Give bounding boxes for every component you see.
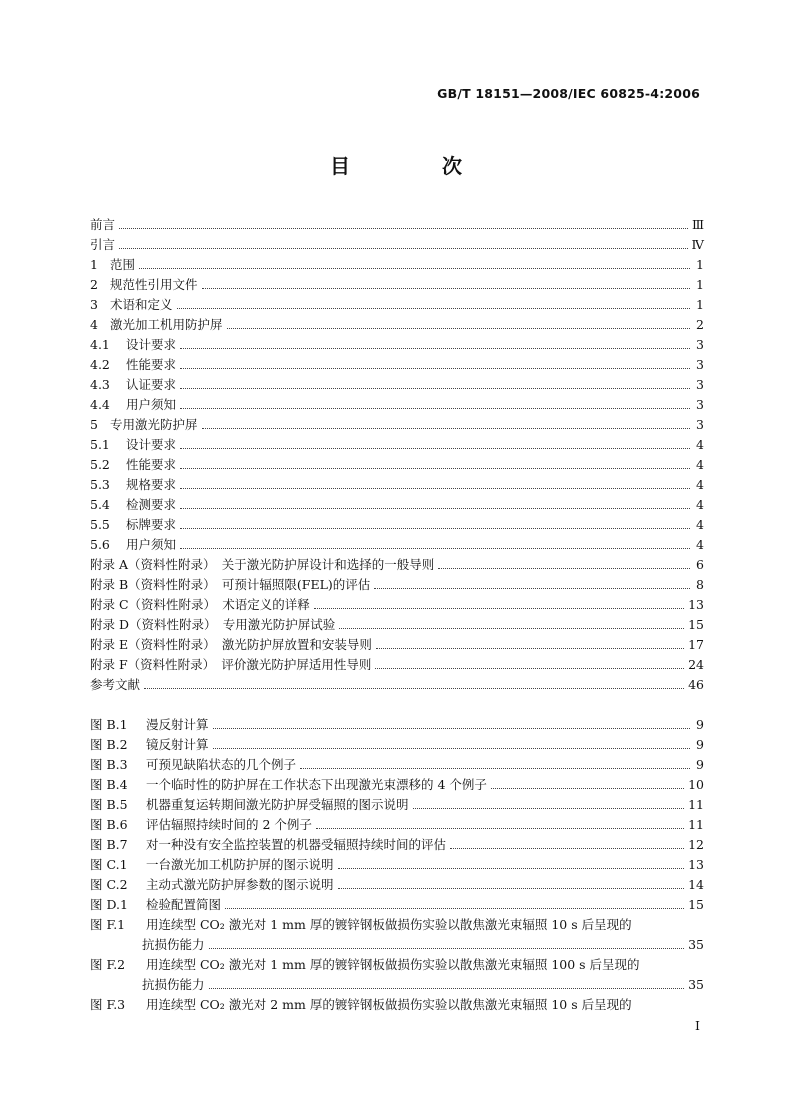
figure-entry [90,935,704,955]
entry-title: 对一种没有安全监控装置的机器受辐照持续时间的评估 [146,837,447,852]
entry-title: 附录 B（资料性附录） 可预计辐照限(FEL)的评估 [90,577,371,592]
entry-title: 范围 [110,257,136,272]
entry-page: 35 [688,977,704,992]
toc-entry [90,675,704,695]
entry-page: 4 [696,537,704,552]
entry-number: 4.4 [90,397,110,412]
entry-page: 4 [696,497,704,512]
dot-leader [139,268,690,269]
dot-leader [413,808,685,809]
toc-entry [90,215,704,235]
toc-entry [90,555,704,575]
entry-title: 主动式激光防护屏参数的图示说明 [146,877,334,892]
entry-page: 2 [696,317,704,332]
toc-entry [90,535,704,555]
figure-entry [90,875,704,895]
toc-entry [90,255,704,275]
figure-entry [90,715,704,735]
figure-entry [90,915,704,935]
dot-leader [119,248,687,249]
entry-number: 5 [90,417,98,432]
dot-leader [180,348,690,349]
entry-number: 3 [90,297,98,312]
entry-title: 激光加工机用防护屏 [110,317,223,332]
entry-title: 检验配置简图 [146,897,222,912]
entry-number: 图 C.2 [90,877,128,892]
dot-leader [225,908,684,909]
entry-page: 4 [696,477,704,492]
entry-number: 图 B.1 [90,717,128,732]
entry-title: 一个临时性的防护屏在工作状态下出现激光束漂移的 4 个例子 [146,777,487,792]
dot-leader [209,988,685,989]
entry-title: 前言 [90,217,116,232]
dot-leader [316,828,684,829]
toc-entry [90,235,704,255]
entry-page: 11 [688,817,704,832]
entry-page: 1 [696,297,704,312]
entry-page: 4 [696,457,704,472]
entry-number: 5.1 [90,437,110,452]
entry-title: 一台激光加工机防护屏的图示说明 [146,857,334,872]
figure-entry [90,755,704,775]
entry-page: 14 [688,877,704,892]
standard-code: GB/T 18151—2008/IEC 60825-4:2006 [437,86,700,101]
entry-page: 13 [688,597,704,612]
entry-title: 术语和定义 [110,297,173,312]
entry-page: 35 [688,937,704,952]
dot-leader [180,528,690,529]
entry-number: 5.4 [90,497,110,512]
entry-page: 1 [696,277,704,292]
entry-title: 用户须知 [126,537,177,552]
dot-leader [202,288,690,289]
toc-entry [90,435,704,455]
dot-leader [338,868,685,869]
entry-page: 17 [688,637,704,652]
entry-title: 专用激光防护屏 [110,417,198,432]
entry-number: 5.3 [90,477,110,492]
entry-page: 3 [696,377,704,392]
dot-leader [339,628,684,629]
toc-entry [90,475,704,495]
toc-entry [90,575,704,595]
entry-title: 用户须知 [126,397,177,412]
toc-entry [90,635,704,655]
entry-number: 图 B.6 [90,817,128,832]
entry-number: 4.2 [90,357,110,372]
toc-entry [90,595,704,615]
figure-entry [90,995,704,1015]
entry-page: 9 [696,757,704,772]
entry-title: 设计要求 [126,337,177,352]
entry-title: 引言 [90,237,116,252]
entry-page: 15 [688,617,704,632]
entry-number: 图 B.3 [90,757,128,772]
entry-title: 用连续型 CO₂ 激光对 2 mm 厚的镀锌钢板做损伤实验以散焦激光束辐照 10 s 后呈现的 [146,997,632,1012]
entry-number: 图 B.7 [90,837,128,852]
entry-title: 可预见缺陷状态的几个例子 [146,757,297,772]
entry-title: 用连续型 CO₂ 激光对 1 mm 厚的镀锌钢板做损伤实验以散焦激光束辐照 100 s 后呈现的 [146,957,640,972]
entry-number: 5.5 [90,517,110,532]
entry-number: 图 C.1 [90,857,128,872]
toc-entry [90,335,704,355]
figure-entry [90,855,704,875]
entry-number: 4.3 [90,377,110,392]
entry-title: 镜反射计算 [146,737,209,752]
entry-page: Ⅲ [691,217,704,232]
entry-title: 标牌要求 [126,517,177,532]
entry-title: 附录 E（资料性附录） 激光防护屏放置和安装导则 [90,637,372,652]
dot-leader [180,468,690,469]
dot-leader [338,888,685,889]
dot-leader [209,948,685,949]
dot-leader [202,428,690,429]
entry-page: 3 [696,337,704,352]
entry-title: 设计要求 [126,437,177,452]
entry-title: 检测要求 [126,497,177,512]
entry-page: 13 [688,857,704,872]
entry-number: 图 B.2 [90,737,128,752]
figure-list [90,715,704,1015]
page-title: 目 次 [330,154,498,178]
entry-page: 10 [688,777,704,792]
page-number: I [695,1018,700,1033]
entry-number: 图 B.5 [90,797,128,812]
dot-leader [450,848,684,849]
entry-title: 抗损伤能力 [142,937,205,952]
entry-number: 图 B.4 [90,777,128,792]
toc-entry [90,315,704,335]
entry-title: 规范性引用文件 [110,277,198,292]
dot-leader [180,408,690,409]
figure-entry [90,895,704,915]
figure-entry [90,835,704,855]
table-of-contents [90,215,704,695]
dot-leader [180,388,690,389]
entry-number: 图 F.1 [90,917,126,932]
dot-leader [375,668,684,669]
figure-entry [90,955,704,975]
dot-leader [144,688,684,689]
entry-page: Ⅳ [691,237,704,252]
dot-leader [177,308,690,309]
entry-page: 8 [696,577,704,592]
figure-entry [90,795,704,815]
dot-leader [180,548,690,549]
toc-entry [90,355,704,375]
entry-page: 24 [688,657,704,672]
entry-title: 附录 F（资料性附录） 评价激光防护屏适用性导则 [90,657,372,672]
toc-entry [90,295,704,315]
dot-leader [314,608,684,609]
entry-title: 抗损伤能力 [142,977,205,992]
entry-number: 4 [90,317,98,332]
entry-page: 11 [688,797,704,812]
dot-leader [213,748,690,749]
toc-entry [90,655,704,675]
toc-entry [90,395,704,415]
entry-number: 4.1 [90,337,110,352]
entry-title: 评估辐照持续时间的 2 个例子 [146,817,312,832]
entry-title: 参考文献 [90,677,141,692]
entry-title: 性能要求 [126,357,177,372]
entry-title: 附录 D（资料性附录） 专用激光防护屏试验 [90,617,336,632]
entry-number: 5.2 [90,457,110,472]
entry-page: 4 [696,517,704,532]
entry-page: 1 [696,257,704,272]
figure-entry [90,815,704,835]
entry-title: 认证要求 [126,377,177,392]
dot-leader [180,508,690,509]
entry-title: 性能要求 [126,457,177,472]
toc-entry [90,615,704,635]
entry-title: 附录 C（资料性附录） 术语定义的详释 [90,597,310,612]
entry-number: 图 D.1 [90,897,128,912]
dot-leader [119,228,688,229]
entry-number: 5.6 [90,537,110,552]
entry-page: 6 [696,557,704,572]
dot-leader [180,368,690,369]
dot-leader [180,488,690,489]
figure-entry [90,775,704,795]
toc-entry [90,515,704,535]
entry-title: 用连续型 CO₂ 激光对 1 mm 厚的镀锌钢板做损伤实验以散焦激光束辐照 10 s 后呈现的 [146,917,632,932]
entry-page: 12 [688,837,704,852]
figure-entry [90,975,704,995]
entry-page: 3 [696,357,704,372]
toc-entry [90,495,704,515]
dot-leader [376,648,684,649]
figure-entry [90,735,704,755]
entry-page: 4 [696,437,704,452]
entry-page: 9 [696,717,704,732]
entry-page: 46 [688,677,704,692]
dot-leader [300,768,690,769]
entry-number: 2 [90,277,98,292]
entry-title: 附录 A（资料性附录） 关于激光防护屏设计和选择的一般导则 [90,557,435,572]
entry-title: 漫反射计算 [146,717,209,732]
entry-number: 图 F.2 [90,957,126,972]
entry-page: 15 [688,897,704,912]
entry-page: 3 [696,397,704,412]
dot-leader [438,568,690,569]
entry-title: 机器重复运转期间激光防护屏受辐照的图示说明 [146,797,409,812]
dot-leader [491,788,684,789]
toc-entry [90,455,704,475]
entry-page: 9 [696,737,704,752]
dot-leader [213,728,690,729]
dot-leader [227,328,690,329]
toc-entry [90,375,704,395]
entry-page: 3 [696,417,704,432]
toc-entry [90,275,704,295]
entry-number: 1 [90,257,98,272]
dot-leader [180,448,690,449]
toc-entry [90,415,704,435]
dot-leader [374,588,690,589]
entry-title: 规格要求 [126,477,177,492]
entry-number: 图 F.3 [90,997,126,1012]
